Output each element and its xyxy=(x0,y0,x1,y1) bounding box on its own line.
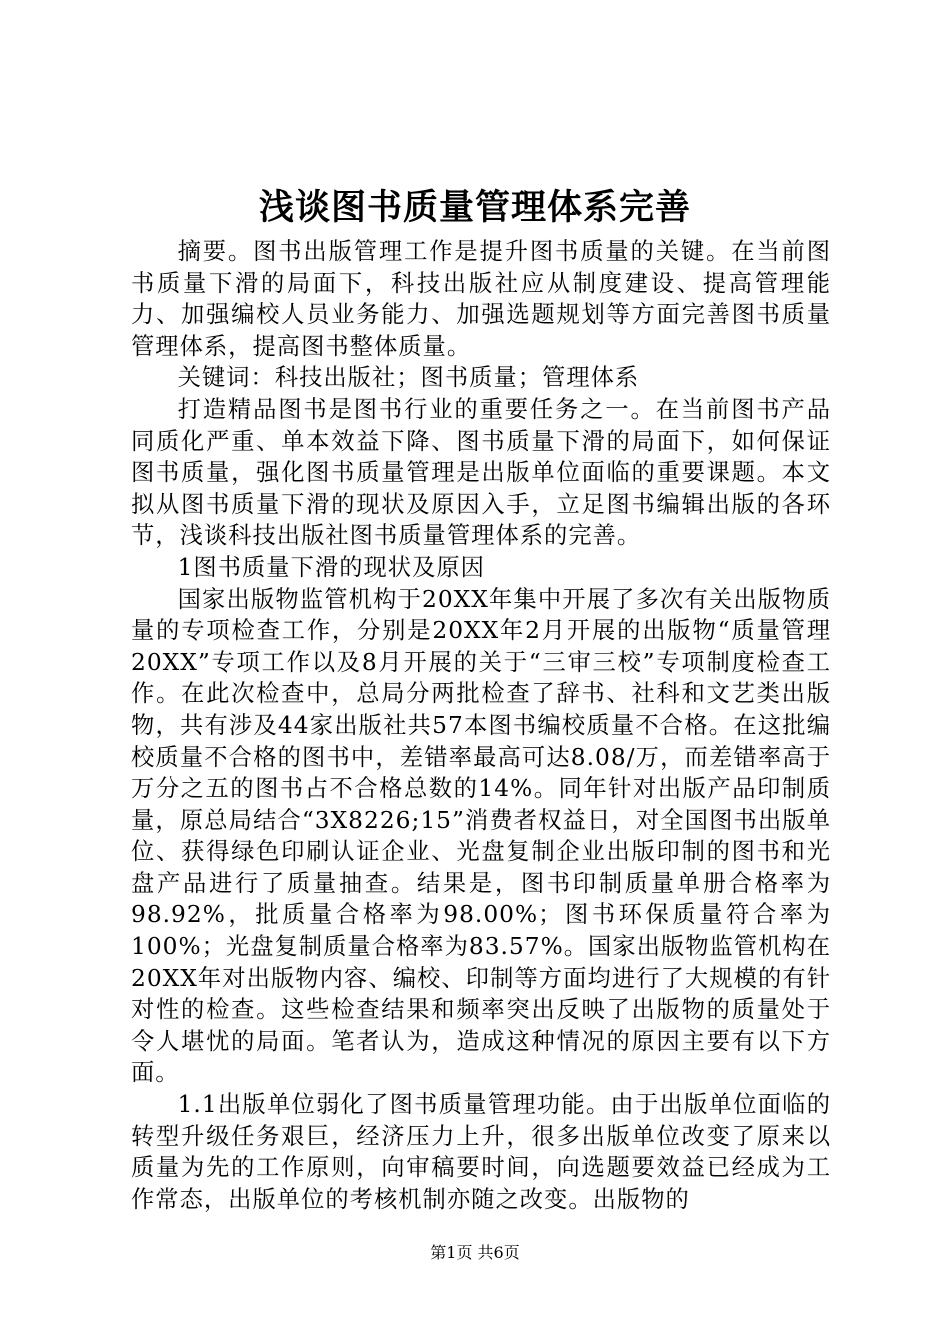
abstract-paragraph: 摘要。图书出版管理工作是提升图书质量的关键。在当前图书质量下滑的局面下，科技出版社应从制度建设、提高管理能力、加强编校人员业务能力、加强选题规划等方面完善图书质量管理体系，提高图书整体质量。 xyxy=(131,238,831,360)
page-footer: 第1页 共6页 xyxy=(430,1243,520,1262)
subsection-1-1-paragraph: 1.1出版单位弱化了图书质量管理功能。由于出版单位面临的转型升级任务艰巨，经济压力上升，很多出版单位改变了原来以质量为先的工作原则，向审稿要时间，向选题要效益已经成为工作常态，出版单位的考核机制亦随之改变。出版物的 xyxy=(131,1091,831,1213)
document-body xyxy=(131,236,831,1215)
document-title: 浅谈图书质量管理体系完善 xyxy=(258,187,691,228)
intro-paragraph: 打造精品图书是图书行业的重要任务之一。在当前图书产品同质化严重、单本效益下降、图书质量下滑的局面下，如何保证图书质量，强化图书质量管理是出版单位面临的重要课题。本文拟从图书质量下滑的现状及原因入手，立足图书编辑出版的各环节，浅谈科技出版社图书质量管理体系的完善。 xyxy=(131,395,831,550)
section-1-paragraph: 国家出版物监管机构于20XX年集中开展了多次有关出版物质量的专项检查工作，分别是20XX年2月开展的出版物“质量管理20XX”专项工作以及8月开展的关于“三审三校”专项制度检查工作。在此次检查中，总局分两批检查了辞书、社科和文艺类出版物，共有涉及44家出版社共57本图书编校质量不合格。在这批编校质量不合格的图书中，差错率最高可达8.08/万，而差错率高于万分之五的图书占不合格总数的14%。同年针对出版产品印制质量，原总局结合“3X8226;15”消费者权益日，对全国图书出版单位、获得绿色印刷认证企业、光盘复制企业出版印制的图书和光盘产品进行了质量抽查。结果是，图书印制质量单册合格率为98.92%，批质量合格率为98.00%；图书环保质量符合率为100%；光盘复制质量合格率为83.57%。国家出版物监管机构在20XX年对出版物内容、编校、印制等方面均进行了大规模的有针对性的检查。这些检查结果和频率突出反映了出版物的质量处于令人堪忧的局面。笔者认为，造成这种情况的原因主要有以下方面。 xyxy=(131,585,831,1087)
section-heading-1: 1图书质量下滑的现状及原因 xyxy=(177,553,485,581)
keywords-paragraph: 关键词：科技出版社；图书质量；管理体系 xyxy=(177,364,640,392)
